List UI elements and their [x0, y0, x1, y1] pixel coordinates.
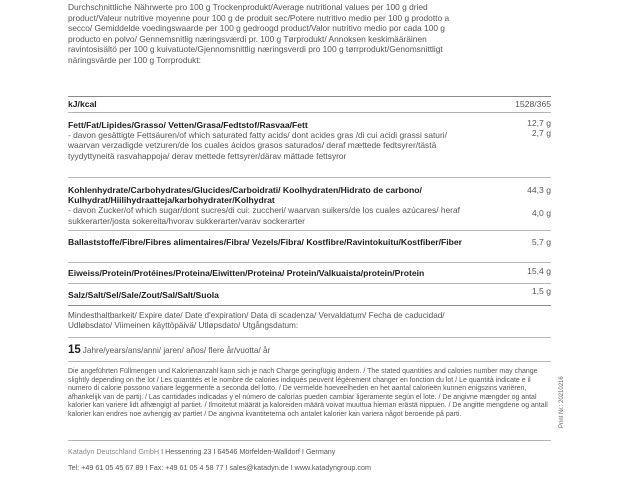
divider [68, 177, 551, 178]
divider [68, 361, 551, 362]
company-name: Katadyn Deutschland GmbH [68, 447, 160, 456]
energy-label: kJ/kcal [68, 99, 97, 109]
disclaimer-text: Die angeführten Füllmengen und Kalorienanzahl kann sich je nach Charge geringfügig ändern. / The stated quantities and calories number may change slightly depending on the lot / Les quantités et le nombre de calories indiqués peuvent légèrement changer en fonction du lot / Le quantità indicate e il numero di calorie possono variare leggermente a seconda del lotto. / De vermelde hoeveelheden en het aantal calorieën kunnen enigszins variëren, afhankelijk van de partij. / Las cantidades indicadas y el número de calorías pueden cambiar ligeramente según el lote. / De angivne mængder og antal kalorier kan variere lidt afhængigt af partiet. / Ilmoitetut määrät ja kaloreiden määrä voivat muuttua hieman erästä riippuen. / De angitte mengdene og antall kalorier kan endres noe avhengig av partiet / De angivna kvantiteterna och antalet kalorier kan variera något beroende på parti. [68, 368, 548, 418]
address: I Hessenring 23 I 64546 Mörfelden-Walldorf I Germany [159, 447, 336, 456]
fibre-row [68, 237, 468, 247]
divider [68, 230, 551, 231]
fat-value: 12,7 g [527, 118, 551, 128]
fat-label: Fett/Fat/Lipides/Grasso/ Vetten/Grasa/Fedtstof/Rasvaa/Fett [68, 120, 308, 130]
divider [68, 440, 551, 441]
company-address [68, 447, 335, 456]
sugar-value: 4,0 g [531, 208, 551, 218]
salt-row [68, 290, 468, 300]
intro-text: Durchschnittliche Nährwerte pro 100 g Trockenprodukt/Average nutritional values per 100 g dried product/Valeur nutritive moyenne pour 100 g de produit sec/Potere nutritivo medio per 100 g prodotto a secco/ Gemiddelde voedingswaarde per 100 g gedroogd product/Valor nutritivo medio por cada 100 g producto en polvo/ Gennemsnitlig næringsværdi pr. 100 g Tørprodukt/ Annoksen keskimääräinen ravintosisältö per 100 g kuivatuote/Gjennomsnittlig næringsverdi pro 100 g tørrprodukt/Genomsnittligt näringsvärde per 100 g Torrprodukt: [68, 2, 450, 65]
best-before-label: Mindesthaltbarkeit/ Expire date/ Date d'expiration/ Data di scadenza/ Vervaldatum/ Fecha de caducidad/ Udløbsdato/ Viimeinen käyttöpäivä/ Utløpsdato/ Utgångsdatum: [68, 311, 445, 331]
divider [68, 305, 551, 306]
divider [68, 112, 551, 113]
saturated-fat-value: 2,7 g [531, 128, 551, 138]
contact-line: Tel: +49 61 05 45 67 89 I Fax: +49 61 05 4 58 77 I sales@katadyn.de I www.katadyngroup.com [68, 463, 371, 472]
fat-row [68, 120, 468, 161]
carbs-label: Kohlenhydrate/Carbohydrates/Glucides/Carboidrati/ Koolhydraten/Hidrato de carbono/ Kulhydrat/Hiilihydraatteja/karbohydrater/Kolhydrat [68, 185, 422, 206]
sugar-label: - davon Zucker/of which sugar/dont sucres/di cui: zuccheri/ waarvan suikers/de los cuales azúcares/ heraf sukkerarter/josta sokereita/hvorav sukkerarter/varav sockerarter [68, 205, 460, 226]
divider [68, 283, 551, 284]
protein-label: Eiweiss/Protein/Protéines/Proteina/Eiwitten/Proteina/ Protein/Valkuaista/protein/Protein [68, 268, 425, 278]
fibre-label: Ballaststoffe/Fibre/Fibres alimentaires/Fibra/ Vezels/Fibra/ Kostfibre/Ravintokuitu/Kostfiber/Fiber [68, 237, 462, 247]
saturated-fat-label: - davon gesättigte Fettsäuren/of which saturated fatty acids/ dont acides gras /di cui acidi grassi saturi/ waarvan verzadigde vetzuren/de los cuales ácidos grasos saturados/ deraf mættede fedtsyrer/tästä tyydyttyneitä rasvahappoja/ derav mettede fettsyrer/därav mättade fettsyror [68, 130, 447, 161]
divider [68, 262, 551, 263]
shelf-life-number: 15 [68, 344, 81, 356]
divider [68, 337, 551, 338]
salt-value: 1,5 g [531, 286, 551, 296]
protein-value: 15,4 g [527, 266, 551, 276]
protein-row [68, 268, 468, 278]
shelf-life [68, 344, 270, 356]
carbs-row [68, 185, 468, 226]
shelf-life-unit: Jahre/years/ans/anni/ jaren/ años/ flere år/vuotta/ år [82, 346, 271, 355]
fibre-value: 5,7 g [531, 237, 551, 247]
print-number: Print Nr.: 20210216 [559, 376, 565, 428]
salt-label: Salz/Salt/Sel/Sale/Zout/Sal/Salt/Suola [68, 290, 219, 300]
carbs-value: 44,3 g [527, 185, 551, 195]
divider [68, 96, 551, 97]
energy-value: 1528/365 [515, 99, 551, 109]
